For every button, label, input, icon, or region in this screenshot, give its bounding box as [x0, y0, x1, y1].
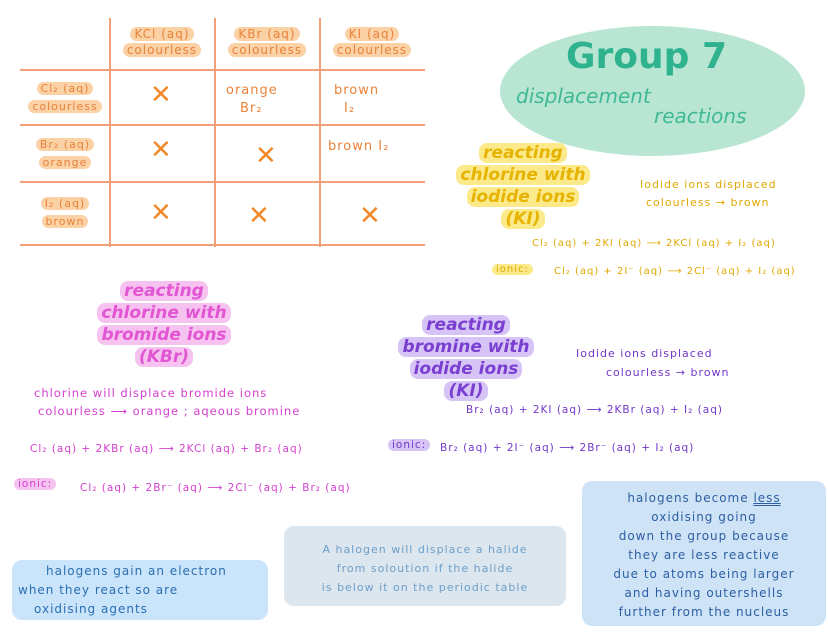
purple-equation: Br₂ (aq) + 2KI (aq) ⟶ 2KBr (aq) + I₂ (aq): [466, 404, 723, 416]
cross-mark: ✕: [150, 80, 172, 110]
cell-r1c3: brown I₂: [334, 83, 380, 116]
pink-ionic-equation: Cl₂ (aq) + 2Br⁻ (aq) ⟶ 2Cl⁻ (aq) + Br₂ (aq): [80, 482, 351, 494]
col-header-kcl: KCl (aq) colourless: [112, 26, 212, 58]
pink-ionic-label: ionic:: [14, 478, 56, 490]
page-subtitle-line2: reactions: [654, 104, 747, 128]
yellow-ionic-equation: Cl₂ (aq) + 2I⁻ (aq) ⟶ 2Cl⁻ (aq) + I₂ (aq): [554, 266, 796, 277]
col-header-ki: KI (aq) colourless: [322, 26, 422, 58]
purple-heading: reacting bromine with iodide ions (KI): [366, 314, 566, 402]
purple-ionic-label: ionic:: [388, 439, 430, 451]
pink-heading: reacting chlorine with bromide ions (KBr): [44, 280, 284, 368]
yellow-heading: reacting chlorine with iodide ions (KI): [428, 142, 618, 230]
yellow-ionic-label: ionic:: [492, 264, 533, 275]
note-box-middle: A halogen will displace a halide from soloution if the halide is below it on the periodic table: [284, 526, 566, 606]
yellow-note-2: colourless → brown: [646, 196, 770, 209]
pink-note-2: colourless ⟶ orange ; aqeous bromine: [38, 404, 301, 418]
row-header-i2: I₂ (aq) brown: [22, 195, 108, 231]
pink-equation: Cl₂ (aq) + 2KBr (aq) ⟶ 2KCl (aq) + Br₂ (aq): [30, 443, 303, 455]
row-header-cl2: Cl₂ (aq) colourless: [22, 80, 108, 116]
note-box-right: halogens become less oxidising going down the group because they are less reactive due to atoms being larger and having outershells further from the nucleus: [582, 481, 826, 626]
note-box-left: halogens gain an electron when they react so are oxidising agents: [12, 560, 268, 620]
yellow-equation: Cl₂ (aq) + 2KI (aq) ⟶ 2KCl (aq) + I₂ (aq): [532, 238, 776, 249]
cross-mark: ✕: [248, 201, 270, 231]
pink-note-1: chlorine will displace bromide ions: [34, 386, 268, 400]
cross-mark: ✕: [150, 135, 172, 165]
page-subtitle-line1: displacement: [516, 84, 651, 108]
col-header-kbr: KBr (aq) colourless: [217, 26, 317, 58]
page-title: Group 7: [566, 36, 728, 77]
cross-mark: ✕: [359, 201, 381, 231]
purple-note-2: colourless → brown: [606, 366, 730, 379]
cell-r1c2: orange Br₂: [226, 83, 278, 116]
cross-mark: ✕: [150, 198, 172, 228]
yellow-note-1: Iodide ions displaced: [640, 178, 777, 191]
cell-r2c3: brown I₂: [328, 139, 390, 154]
row-header-br2: Br₂ (aq) orange: [22, 136, 108, 172]
purple-ionic-equation: Br₂ (aq) + 2I⁻ (aq) ⟶ 2Br⁻ (aq) + I₂ (aq): [440, 442, 695, 454]
cross-mark: ✕: [255, 141, 277, 171]
purple-note-1: Iodide ions displaced: [576, 347, 713, 360]
